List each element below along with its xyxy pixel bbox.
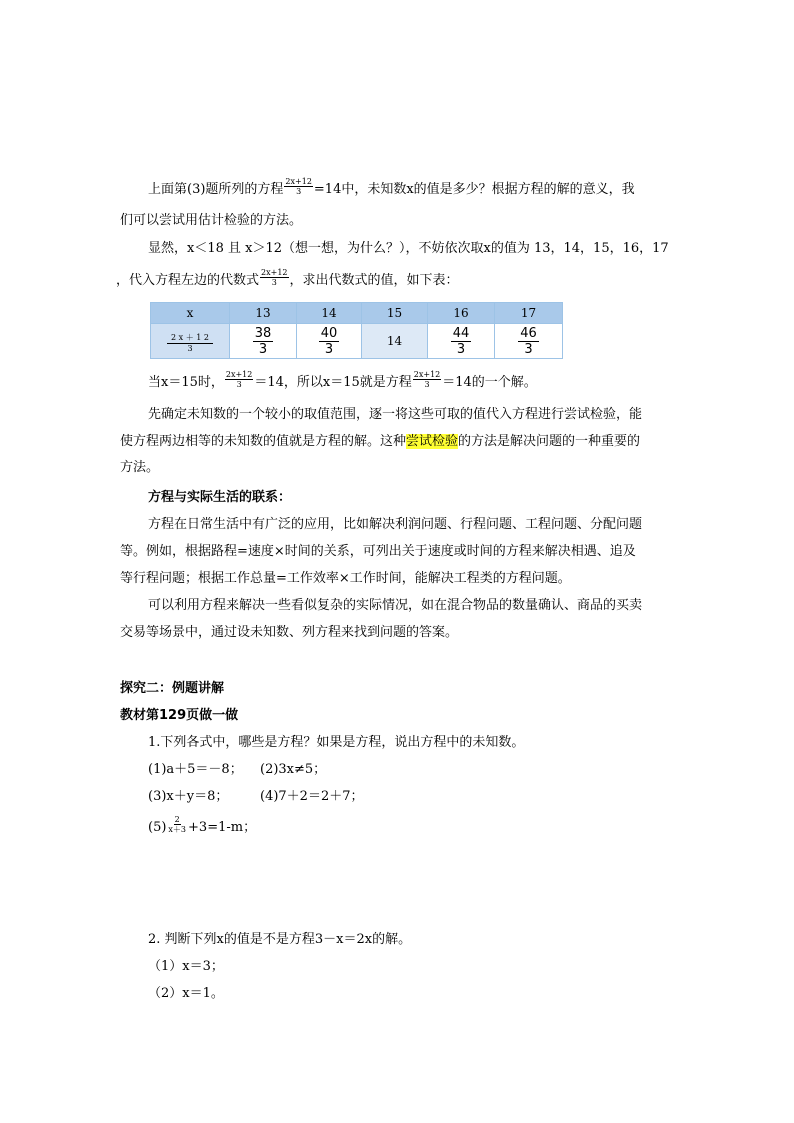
- section-heading-examples: 探究二：例题讲解: [120, 681, 225, 696]
- question-2-title: 2. 判断下列x的值是不是方程3－x＝2x的解。: [148, 932, 412, 947]
- para-method-end: 方法。: [120, 460, 160, 475]
- section-heading: 方程与实际生活的联系：: [148, 490, 292, 505]
- para-applications: 方程在日常生活中有广泛的应用，比如解决利润问题、行程问题、工程问题、分配问题: [148, 517, 643, 532]
- table-cell: $\frac{38}{3}$: [230, 324, 297, 359]
- question-2-item: （2）x＝1。: [148, 986, 224, 1001]
- para-applications-cont: 等。例如，根据路程=速度×时间的关系，可列出关于速度或时间的方程来解决相遇、追及: [120, 544, 636, 559]
- para-method: 先确定未知数的一个较小的取值范围，逐一将这些可取的值代入方程进行尝试检验，能: [148, 407, 643, 422]
- question-1-item: (1)a＋5＝－8；: [148, 762, 243, 777]
- question-1-item: (4)7＋2＝2＋7；: [260, 789, 364, 804]
- table-header-cell: 17: [495, 303, 563, 324]
- table-header-cell: x: [151, 303, 230, 324]
- question-2-item: （1）x＝3；: [148, 959, 224, 974]
- table-cell: 14: [362, 324, 428, 359]
- fraction: $\frac{2x+12}{3}$: [261, 268, 288, 287]
- question-1-title: 1.下列各式中，哪些是方程？如果是方程，说出方程中的未知数。: [148, 735, 525, 750]
- table-header-cell: 16: [428, 303, 495, 324]
- question-1-item: (2)3x≠5；: [260, 762, 327, 777]
- para-range-cont: ，代入方程左边的代数式 $\frac{2x+12}{3}$ ，求出代数式的值，如下表：: [116, 268, 459, 288]
- fraction: $\frac{2x+12}{3}$: [413, 370, 441, 389]
- fraction: $\frac{2}{x+3}$: [168, 815, 187, 834]
- para-range: 显然，x＜18 且 x＞12（想一想，为什么？），不妨依次取x的值为 13，14，15，16，17: [148, 241, 669, 256]
- para-equation-question-cont: 们可以尝试用估计检验的方法。: [120, 213, 303, 228]
- table-header-cell: 13: [230, 303, 297, 324]
- table-row: [151, 324, 563, 359]
- para-applications-end: 等行程问题；根据工作总量=工作效率×工作时间，能解决工程类的方程问题。: [120, 571, 571, 586]
- para-method-cont: 使方程两边相等的未知数的值就是方程的解。这种尝试检验的方法是解决问题的一种重要的: [120, 434, 641, 449]
- table-header-cell: 15: [362, 303, 428, 324]
- para-real-life: 可以利用方程来解决一些看似复杂的实际情况，如在混合物品的数量确认、商品的买卖: [148, 598, 643, 613]
- table-header-cell: 14: [297, 303, 362, 324]
- question-1-item: (3)x＋y＝8；: [148, 789, 229, 804]
- fraction: $\frac{2x+12}{3}$: [285, 177, 312, 196]
- table-header-row: [151, 303, 563, 324]
- para-solution: 当x＝15时， $\frac{2x+12}{3}$ ＝14，所以x＝15就是方程 $\frac{2x+12}{3}$ ＝14的一个解。: [148, 370, 537, 390]
- highlighted-term: 尝试检验: [406, 434, 459, 449]
- para-real-life-cont: 交易等场景中，通过设未知数、列方程来找到问题的答案。: [120, 625, 459, 640]
- question-1-item: (5) $\frac{2}{x+3}$ +3=1-m；: [148, 815, 257, 835]
- values-table: [150, 302, 563, 359]
- table-row-label: $\frac{2 x + 1 2}{3}$: [151, 324, 230, 359]
- para-equation-question: 上面第(3)题所列的方程 $\frac{2x+12}{3}$ =14中，未知数x的值是多少？根据方程的解的意义，我: [148, 177, 635, 197]
- table-cell: $\frac{40}{3}$: [297, 324, 362, 359]
- fraction: $\frac{2x+12}{3}$: [225, 370, 253, 389]
- table-cell: $\frac{46}{3}$: [495, 324, 563, 359]
- section-heading-textbook: 教材第129页做一做: [120, 708, 239, 723]
- table-cell: $\frac{44}{3}$: [428, 324, 495, 359]
